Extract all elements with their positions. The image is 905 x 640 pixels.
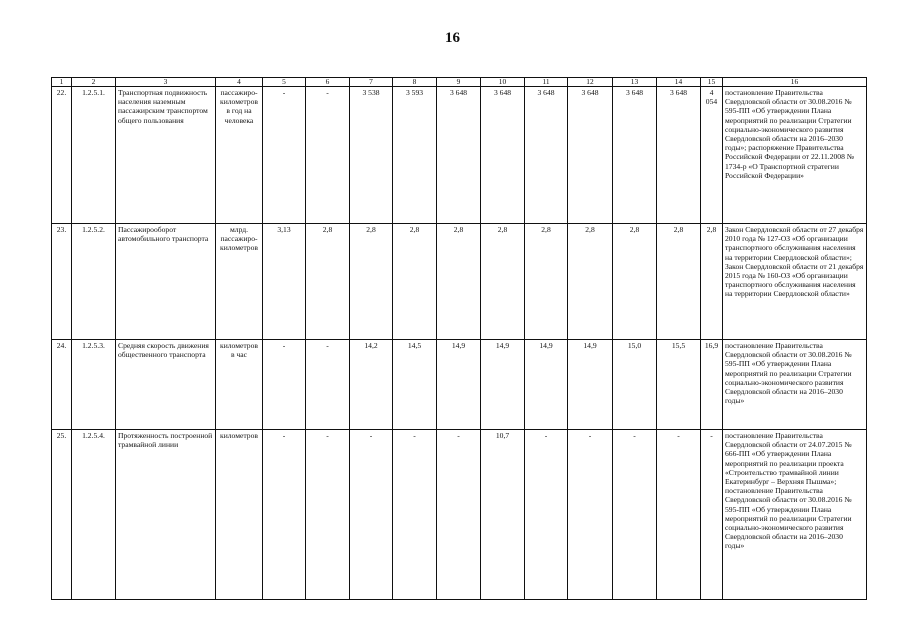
value-cell: -: [701, 430, 723, 600]
unit: пассажиро-километров в год на человека: [216, 87, 263, 224]
legal-source: Закон Свердловской области от 27 декабря 2010 года № 127-ОЗ «Об организации транспортного обслуживания населения на территории Свердловской области»; Закон Свердловской области от 21 декабря 2015 года № 160-ОЗ «Об организации транспортного обслуживания населения на территории Свердловской области»: [723, 224, 867, 340]
value-cell: -: [306, 87, 350, 224]
value-cell: 2,8: [701, 224, 723, 340]
value-cell: -: [613, 430, 657, 600]
value-cell: 2,8: [657, 224, 701, 340]
value-cell: 3 648: [568, 87, 613, 224]
header-cell: 4: [216, 78, 263, 87]
header-cell: 14: [657, 78, 701, 87]
row-number: 22.: [52, 87, 72, 224]
value-cell: -: [393, 430, 437, 600]
row-code: 1.2.5.3.: [72, 340, 116, 430]
value-cell: -: [263, 430, 306, 600]
value-cell: 3,13: [263, 224, 306, 340]
unit: километров в час: [216, 340, 263, 430]
row-number: 25.: [52, 430, 72, 600]
header-row: [52, 78, 867, 87]
header-cell: 1: [52, 78, 72, 87]
value-cell: 3 648: [437, 87, 481, 224]
value-cell: 2,8: [350, 224, 393, 340]
row-number: 24.: [52, 340, 72, 430]
table-row: [52, 224, 867, 340]
unit: километров: [216, 430, 263, 600]
value-cell: -: [437, 430, 481, 600]
value-cell: 2,8: [481, 224, 525, 340]
value-cell: 4 054: [701, 87, 723, 224]
row-code: 1.2.5.1.: [72, 87, 116, 224]
indicator-name: Транспортная подвижность населения наземным пассажирским транспортом общего пользования: [116, 87, 216, 224]
indicator-name: Средняя скорость движения общественного транспорта: [116, 340, 216, 430]
unit: млрд. пассажиро-километров: [216, 224, 263, 340]
value-cell: 10,7: [481, 430, 525, 600]
header-cell: 10: [481, 78, 525, 87]
value-cell: 3 648: [481, 87, 525, 224]
header-cell: 7: [350, 78, 393, 87]
value-cell: -: [263, 340, 306, 430]
table-row: [52, 340, 867, 430]
row-code: 1.2.5.4.: [72, 430, 116, 600]
value-cell: 14,9: [525, 340, 568, 430]
value-cell: 14,9: [437, 340, 481, 430]
legal-source: постановление Правительства Свердловской области от 24.07.2015 № 666-ПП «Об утверждении Плана мероприятий по реализации проекта «Строительство трамвайной линии Екатеринбург – Верхняя Пышма»; постановление Правительства Свердловской области от 30.08.2016 № 595-ПП «Об утверждении Плана мероприятий по реализации Стратегии социально-экономического развития Свердловской области на 2016–2030 годы»: [723, 430, 867, 600]
header-cell: 12: [568, 78, 613, 87]
value-cell: 3 593: [393, 87, 437, 224]
header-cell: 13: [613, 78, 657, 87]
value-cell: -: [306, 430, 350, 600]
value-cell: 16,9: [701, 340, 723, 430]
header-cell: 15: [701, 78, 723, 87]
value-cell: 15,0: [613, 340, 657, 430]
header-cell: 6: [306, 78, 350, 87]
legal-source: постановление Правительства Свердловской области от 30.08.2016 № 595-ПП «Об утверждении Плана мероприятий по реализации Стратегии социально-экономического развития Свердловской области на 2016–2030 годы»; распоряжение Правительства Российской Федерации от 22.11.2008 № 1734-р «О Транспортной стратегии Российской Федерации»: [723, 87, 867, 224]
header-cell: 9: [437, 78, 481, 87]
value-cell: 3 648: [657, 87, 701, 224]
value-cell: 2,8: [525, 224, 568, 340]
header-cell: 8: [393, 78, 437, 87]
value-cell: -: [657, 430, 701, 600]
table-row: [52, 87, 867, 224]
value-cell: 3 648: [525, 87, 568, 224]
value-cell: 15,5: [657, 340, 701, 430]
value-cell: 2,8: [613, 224, 657, 340]
value-cell: -: [306, 340, 350, 430]
value-cell: 3 538: [350, 87, 393, 224]
value-cell: 2,8: [393, 224, 437, 340]
value-cell: -: [350, 430, 393, 600]
value-cell: 3 648: [613, 87, 657, 224]
row-code: 1.2.5.2.: [72, 224, 116, 340]
header-cell: 2: [72, 78, 116, 87]
value-cell: 14,9: [481, 340, 525, 430]
value-cell: 14,9: [568, 340, 613, 430]
legal-source: постановление Правительства Свердловской области от 30.08.2016 № 595-ПП «Об утверждении Плана мероприятий по реализации Стратегии социально-экономического развития Свердловской области на 2016–2030 годы»: [723, 340, 867, 430]
indicators-table: [51, 77, 867, 600]
header-cell: 16: [723, 78, 867, 87]
value-cell: 14,5: [393, 340, 437, 430]
page-number: 16: [445, 30, 460, 46]
value-cell: 2,8: [306, 224, 350, 340]
value-cell: 14,2: [350, 340, 393, 430]
value-cell: -: [263, 87, 306, 224]
table-row: [52, 430, 867, 600]
row-number: 23.: [52, 224, 72, 340]
header-cell: 5: [263, 78, 306, 87]
value-cell: -: [568, 430, 613, 600]
header-cell: 11: [525, 78, 568, 87]
indicator-name: Пассажирооборот автомобильного транспорта: [116, 224, 216, 340]
indicator-name: Протяженность построенной трамвайной линии: [116, 430, 216, 600]
value-cell: 2,8: [568, 224, 613, 340]
value-cell: 2,8: [437, 224, 481, 340]
value-cell: -: [525, 430, 568, 600]
header-cell: 3: [116, 78, 216, 87]
